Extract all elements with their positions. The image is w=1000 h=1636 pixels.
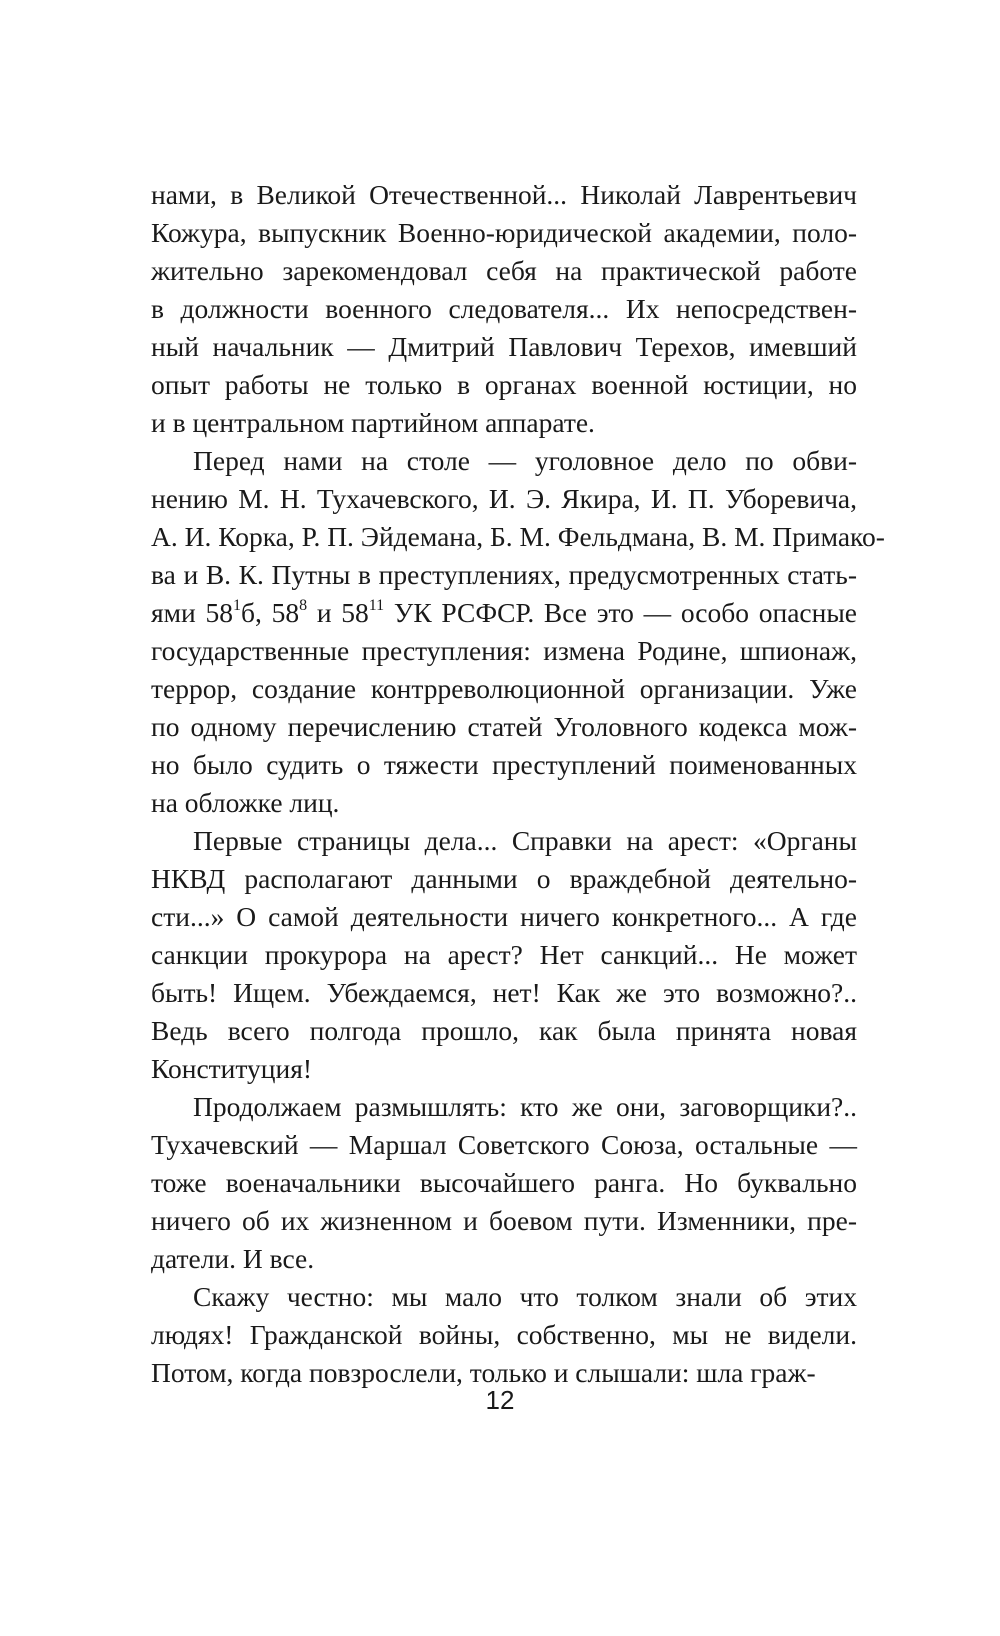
text-line: государственные преступления: измена Родине, шпионаж, — [151, 635, 857, 666]
text-segment: УК РСФСР. Все это — особо опасные — [384, 597, 858, 628]
text-line: ва и В. К. Путны в преступлениях, предусмотренных стать- — [151, 559, 857, 590]
text-line: Тухачевский — Маршал Советского Союза, остальные — — [151, 1129, 857, 1160]
text-line: Скажу честно: мы мало что толком знали об этих — [193, 1281, 857, 1312]
text-line: Перед нами на столе — уголовное дело по обви- — [193, 445, 857, 476]
text-line — [151, 594, 857, 632]
text-line: А. И. Корка, Р. П. Эйдемана, Б. М. Фельдмана, В. М. Примако- — [151, 521, 885, 552]
text-line: жительно зарекомендовал себя на практической работе — [151, 255, 857, 286]
text-line: Конституция! — [151, 1053, 313, 1084]
text-segment: б, 58 — [241, 597, 300, 628]
text-line: нению М. Н. Тухачевского, И. Э. Якира, И. П. Уборевича, — [151, 483, 857, 514]
text-line: Кожура, выпускник Военно-юридической академии, поло- — [151, 217, 857, 248]
text-line: людях! Гражданской войны, собственно, мы не видели. — [151, 1319, 857, 1350]
text-line: НКВД располагают данными о враждебной деятельно- — [151, 863, 857, 894]
text-line: опыт работы не только в органах военной юстиции, но — [151, 369, 857, 400]
text-line: в должности военного следователя... Их непосредствен- — [151, 293, 857, 324]
text-line: и в центральном партийном аппарате. — [151, 407, 595, 438]
text-line: датели. И все. — [151, 1243, 315, 1274]
text-line: Первые страницы дела... Справки на арест: «Органы — [193, 825, 857, 856]
paragraph — [151, 1088, 857, 1278]
text-line: по одному перечислению статей Уголовного кодекса мож- — [151, 711, 857, 742]
text-segment: ями 58 — [151, 597, 233, 628]
text-line: быть! Ищем. Убеждаемся, нет! Как же это возможно?.. — [151, 977, 857, 1008]
text-line: тоже военачальники высочайшего ранга. Но буквально — [151, 1167, 857, 1198]
paragraph — [151, 176, 857, 442]
text-line: Ведь всего полгода прошло, как была принята новая — [151, 1015, 857, 1046]
page-number: 12 — [485, 1385, 515, 1415]
paragraph — [151, 1278, 857, 1392]
text-line: на обложке лиц. — [151, 787, 340, 818]
text-line: Потом, когда повзрослели, только и слышали: шла граж- — [151, 1357, 816, 1388]
text-line: ничего об их жизненном и боевом пути. Изменники, пре- — [151, 1205, 857, 1236]
text-line: сти...» О самой деятельности ничего конкретного... А где — [151, 901, 857, 932]
article-superscript: 11 — [368, 596, 385, 614]
text-line: ный начальник — Дмитрий Павлович Терехов, имевший — [151, 331, 857, 362]
article-superscript: 8 — [299, 596, 308, 614]
text-line: Продолжаем размышлять: кто же они, заговорщики?.. — [193, 1091, 857, 1122]
body-text — [151, 176, 885, 1392]
article-superscript: 1 — [233, 596, 241, 614]
text-line: но было судить о тяжести преступлений поименованных — [151, 749, 857, 780]
text-line: санкции прокурора на арест? Нет санкций... Не может — [151, 939, 857, 970]
text-line: террор, создание контрреволюционной организации. Уже — [151, 673, 857, 704]
text-line: нами, в Великой Отечественной... Николай Лаврентьевич — [151, 179, 857, 210]
paragraph — [151, 442, 885, 822]
text-segment: и 58 — [307, 597, 369, 628]
paragraph — [151, 822, 857, 1088]
